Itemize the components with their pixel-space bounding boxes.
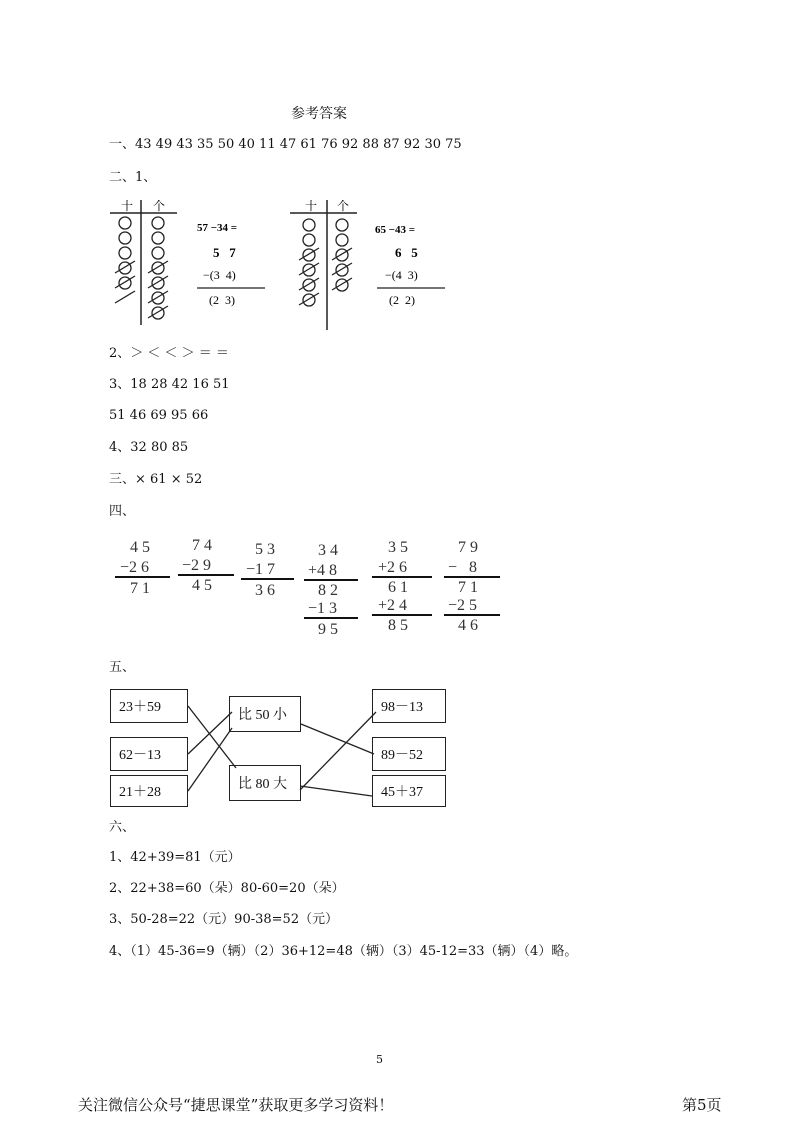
section-4-label: 四、: [109, 504, 136, 519]
section-6-label: 六、: [109, 820, 136, 835]
abacus-2-ones-header: 个: [337, 199, 350, 213]
calc-4-row-2: +4 8: [308, 562, 338, 579]
calc-5-row-4: +2 4: [378, 597, 408, 614]
right-box-2: 89－52: [372, 737, 446, 771]
right-box-1: 98－13: [372, 689, 446, 723]
footer-page-label: 第5页: [682, 1096, 722, 1114]
section-5-label: 五、: [109, 660, 136, 675]
calc-6-row-4: −2 5: [448, 597, 478, 614]
calc-5-row-3: 6 1: [388, 579, 408, 596]
abacus-2-subtrahend: −(4 3): [385, 268, 418, 282]
abacus-2-result: (2 2): [389, 293, 415, 307]
page-title: 参考答案: [291, 106, 347, 122]
calc-2-row-2: −2 9: [182, 557, 212, 574]
page-number: 5: [376, 1053, 383, 1066]
section-2-2-answers: 2、＞ ＜ ＜ ＞ ＝ ＝: [109, 346, 229, 361]
calc-6-row-5: 4 6: [458, 617, 478, 634]
middle-box-1: 比 50 小: [229, 696, 301, 732]
abacus-1-ones-header: 个: [153, 199, 166, 213]
section-2-3-answers-line1: 3、18 28 42 16 51: [109, 377, 230, 392]
calc-2-row-3: 4 5: [192, 577, 212, 594]
calc-5-row-2: +2 6: [378, 559, 408, 576]
calc-4-row-3: 8 2: [318, 582, 338, 599]
answer-1: 1、42+39=81（元）: [109, 850, 241, 865]
abacus-figure-2: [285, 195, 455, 335]
section-2-3-answers-line2: 51 46 69 95 66: [109, 408, 209, 423]
calc-2-row-1: 7 4: [192, 537, 212, 554]
abacus-1-tens-header: 十: [121, 199, 134, 213]
abacus-1-top: 5 7: [213, 245, 236, 260]
calc-1-row-3: 7 1: [130, 580, 150, 597]
calc-4-row-1: 3 4: [318, 542, 338, 559]
calc-3-row-1: 5 3: [255, 541, 275, 558]
calc-6-row-2: − 8: [448, 559, 478, 576]
section-1-answers: 一、43 49 43 35 50 40 11 47 61 76 92 88 87 92 30 75: [109, 137, 462, 152]
left-box-2: 62－13: [110, 737, 188, 771]
answer-3: 3、50-28=22（元）90-38=52（元）: [109, 912, 339, 927]
answer-4: 4、（1）45-36=9（辆）（2）36+12=48（辆）（3）45-12=33（辆）（4）略。: [109, 944, 578, 959]
abacus-1-subtrahend: −(3 4): [203, 268, 236, 282]
calc-4-row-4: −1 3: [308, 600, 338, 617]
abacus-2-equation: 65 −43 =: [375, 224, 416, 236]
abacus-2-tens-header: 十: [305, 199, 318, 213]
calc-3-row-2: −1 7: [246, 561, 276, 578]
calc-4-row-5: 9 5: [318, 621, 338, 638]
calc-6-row-3: 7 1: [458, 579, 478, 596]
abacus-1-equation: 57 −34 =: [197, 222, 238, 234]
left-box-1: 23＋59: [110, 689, 188, 723]
calc-1-row-1: 4 5: [130, 539, 150, 556]
section-2-1-label: 二、1、: [109, 170, 157, 185]
abacus-figure-1: [105, 195, 275, 330]
middle-box-2: 比 80 大: [229, 765, 301, 801]
abacus-1-result: (2 3): [209, 293, 235, 307]
vertical-calculation-6: [440, 530, 520, 640]
calc-5-row-1: 3 5: [388, 539, 408, 556]
calc-1-row-2: −2 6: [120, 559, 150, 576]
section-2-4-answers: 4、32 80 85: [109, 440, 189, 455]
left-box-3: 21＋28: [110, 775, 188, 807]
calc-6-row-1: 7 9: [458, 539, 478, 556]
abacus-2-top: 6 5: [395, 245, 418, 260]
answer-2: 2、22+38=60（朵）80-60=20（朵）: [109, 881, 345, 896]
footer-promo: 关注微信公众号“捷思课堂”获取更多学习资料！: [78, 1096, 394, 1114]
calc-3-row-3: 3 6: [255, 582, 275, 599]
section-3-answers: 三、× 61 × 52: [109, 472, 203, 487]
right-box-3: 45＋37: [372, 775, 446, 807]
calc-5-row-5: 8 5: [388, 617, 408, 634]
